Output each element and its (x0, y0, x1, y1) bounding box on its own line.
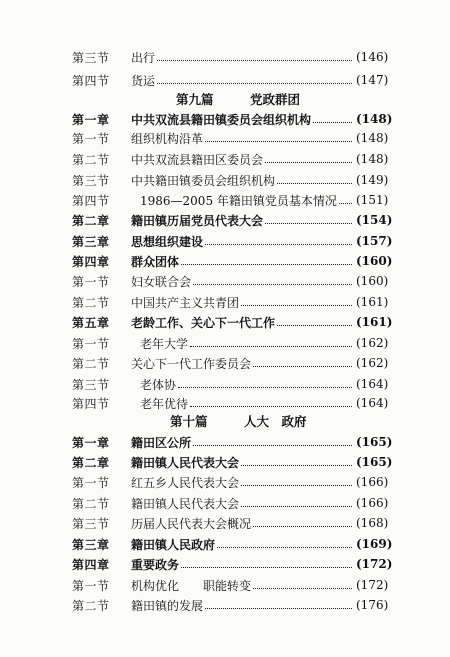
toc-entry-page: (148) (356, 112, 393, 126)
toc-entry-title-wrap (131, 434, 354, 451)
toc-entry-title: 老龄工作、关心下一代工作 (131, 315, 276, 330)
toc-entry-label: 第三章 (72, 537, 110, 552)
toc-entry-title-wrap (131, 495, 354, 512)
toc-entry-label: 第一节 (72, 336, 110, 351)
toc-entry-title-wrap (131, 536, 354, 553)
dot-leader (178, 386, 352, 388)
part-heading (0, 412, 450, 432)
toc-entry-page: (148) (356, 131, 389, 145)
toc-entry-page: (162) (356, 336, 389, 350)
toc-entry-title-wrap (131, 556, 354, 573)
toc-entry-title-wrap (131, 597, 354, 614)
toc-entry[interactable] (0, 231, 450, 251)
dot-leader (241, 505, 352, 507)
toc-entry-page: (169) (356, 537, 393, 551)
toc-entry[interactable] (0, 312, 450, 332)
toc-entry[interactable] (0, 575, 450, 595)
toc-entry-title-wrap (131, 515, 354, 532)
toc-entry-page: (157) (356, 234, 393, 248)
toc-entry[interactable] (0, 251, 450, 271)
toc-entry-title: 籍田镇人民代表大会 (131, 496, 240, 511)
toc-entry-title: 中国共产主义共青团 (131, 295, 240, 310)
toc-entry-label: 第二章 (72, 455, 110, 470)
toc-entry[interactable] (0, 493, 450, 513)
toc-entry-page: (160) (356, 274, 389, 288)
toc-entry-title-wrap (131, 172, 354, 189)
toc-entry-title: 中共籍田镇委员会组织机构 (131, 173, 276, 188)
toc-entry[interactable] (0, 149, 450, 169)
dot-leader (339, 202, 352, 204)
toc-entry[interactable] (0, 513, 450, 533)
toc-entry[interactable] (0, 190, 450, 210)
toc-entry-title-wrap (131, 577, 354, 594)
toc-entry-title: 组织机构沿革 (131, 131, 204, 146)
toc-entry-title: 1986—2005 年籍田镇党员基本情况 (140, 193, 337, 208)
toc-entry-title-wrap (140, 395, 354, 412)
toc-entry-page: (161) (356, 315, 393, 329)
toc-entry[interactable] (0, 353, 450, 373)
toc-entry-title: 中共双流县籍田区委员会 (131, 152, 264, 167)
toc-entry-title-wrap (131, 233, 354, 250)
toc-entry[interactable] (0, 128, 450, 148)
toc-entry-label: 第一章 (72, 435, 110, 450)
toc-entry-title: 历届人民代表大会概况 (131, 516, 252, 531)
toc-entry-title-wrap (131, 355, 354, 372)
toc-entry-label: 第四节 (72, 193, 110, 208)
toc-entry[interactable] (0, 554, 450, 574)
dot-leader (241, 484, 352, 486)
toc-entry-title-wrap (131, 454, 354, 471)
toc-entry-title: 籍田镇人民政府 (131, 537, 216, 552)
part-title: 党政群团 (250, 92, 301, 107)
dot-leader (157, 82, 352, 84)
dot-leader (205, 607, 352, 609)
toc-entry-label: 第一章 (72, 112, 110, 127)
dot-leader (241, 304, 352, 306)
dot-leader (265, 161, 352, 163)
toc-entry-title-wrap (131, 49, 354, 66)
toc-entry-label: 第四节 (72, 73, 110, 88)
toc-entry-title-wrap (131, 253, 354, 270)
toc-entry-page: (165) (356, 435, 393, 449)
toc-entry-title-wrap (131, 294, 354, 311)
toc-entry-label: 第四节 (72, 396, 110, 411)
toc-entry-page: (164) (356, 396, 389, 410)
toc-entry-title-wrap (140, 335, 354, 352)
toc-entry-label: 第二节 (72, 295, 110, 310)
toc-entry-title-wrap (131, 314, 354, 331)
part-number: 第九篇 (176, 92, 214, 107)
toc-entry-page: (172) (356, 557, 393, 571)
toc-entry-page: (176) (356, 598, 389, 612)
toc-entry-label: 第二节 (72, 356, 110, 371)
dot-leader (265, 222, 352, 224)
toc-entry-title-wrap (131, 474, 354, 491)
toc-entry-label: 第四章 (72, 254, 110, 269)
toc-entry-title: 中共双流县籍田镇委员会组织机构 (131, 112, 312, 127)
toc-entry-label: 第四章 (72, 557, 110, 572)
toc-entry-title: 重要政务 (131, 557, 180, 572)
toc-entry-label: 第三节 (72, 173, 110, 188)
part-heading (0, 90, 450, 110)
toc-entry-title: 关心下一代工作委员会 (131, 356, 252, 371)
dot-leader (205, 140, 352, 142)
toc-entry-title: 货运 (131, 73, 156, 88)
toc-entry-label: 第三节 (72, 516, 110, 531)
part-title: 人大 政府 (244, 414, 307, 429)
toc-entry-title-wrap (131, 130, 354, 147)
toc-entry-title: 老年大学 (140, 336, 189, 351)
toc-entry-page: (166) (356, 496, 389, 510)
toc-entry-label: 第五章 (72, 315, 110, 330)
toc-entry-title-wrap (131, 273, 354, 290)
toc-entry-title: 红五乡人民代表大会 (131, 475, 240, 490)
toc-entry-page: (151) (356, 193, 389, 207)
toc-entry-title: 群众团体 (131, 254, 180, 269)
toc-entry-title: 老年优待 (140, 396, 189, 411)
toc-entry[interactable] (0, 210, 450, 230)
toc-entry-page: (164) (356, 377, 389, 391)
toc-entry-title: 老体协 (140, 377, 177, 392)
toc-entry-page: (160) (356, 254, 393, 268)
toc-entry-label: 第二节 (72, 598, 110, 613)
toc-entry-page: (162) (356, 356, 389, 370)
toc-entry-title: 思想组织建设 (131, 234, 204, 249)
toc-entry-title: 籍田镇的发展 (131, 598, 204, 613)
toc-entry[interactable] (0, 292, 450, 312)
toc-entry[interactable] (0, 271, 450, 291)
toc-entry[interactable] (0, 47, 450, 67)
dot-leader (253, 525, 352, 527)
toc-entry-page: (147) (356, 73, 389, 87)
toc-entry-label: 第一节 (72, 274, 110, 289)
toc-entry-title-wrap (140, 376, 354, 393)
dot-leader (277, 324, 352, 326)
dot-leader (253, 365, 352, 367)
toc-entry[interactable] (0, 70, 450, 90)
dot-leader (277, 182, 352, 184)
dot-leader (157, 59, 352, 61)
dot-leader (253, 587, 352, 589)
part-number: 第十篇 (170, 414, 208, 429)
toc-entry-label: 第三节 (72, 50, 110, 65)
toc-entry-label: 第二节 (72, 152, 110, 167)
dot-leader (190, 405, 352, 407)
toc-entry-label: 第三节 (72, 377, 110, 392)
toc-entry[interactable] (0, 170, 450, 190)
toc-entry-page: (154) (356, 213, 393, 227)
dot-leader (181, 263, 352, 265)
toc-entry-page: (168) (356, 516, 389, 530)
toc-entry-label: 第一节 (72, 578, 110, 593)
toc-entry-title-wrap (140, 192, 354, 209)
toc-entry[interactable] (0, 595, 450, 615)
toc-entry[interactable] (0, 333, 450, 353)
toc-entry[interactable] (0, 109, 450, 129)
toc-entry[interactable] (0, 374, 450, 394)
toc-entry[interactable] (0, 534, 450, 554)
toc-entry-title: 籍田镇人民代表大会 (131, 455, 240, 470)
dot-leader (241, 464, 352, 466)
dot-leader (181, 566, 352, 568)
toc-entry-title: 机构优化 职能转变 (131, 578, 252, 593)
toc-entry-page: (149) (356, 173, 389, 187)
dot-leader (205, 243, 352, 245)
toc-entry-page: (172) (356, 578, 389, 592)
toc-entry[interactable] (0, 393, 450, 413)
dot-leader (193, 283, 352, 285)
toc-entry[interactable] (0, 452, 450, 472)
toc-entry-page: (165) (356, 455, 393, 469)
dot-leader (313, 121, 352, 123)
toc-entry[interactable] (0, 432, 450, 452)
toc-entry-label: 第二章 (72, 213, 110, 228)
toc-entry-label: 第一节 (72, 131, 110, 146)
toc-entry-title: 妇女联合会 (131, 274, 192, 289)
toc-entry-page: (146) (356, 50, 389, 64)
toc-entry-title-wrap (131, 72, 354, 89)
toc-entry-label: 第三章 (72, 234, 110, 249)
toc-entry-page: (161) (356, 295, 389, 309)
toc-entry-title: 出行 (131, 50, 156, 65)
toc-entry-page: (148) (356, 152, 389, 166)
toc-entry-title: 籍田区公所 (131, 435, 192, 450)
toc-entry-title-wrap (131, 111, 354, 128)
toc-entry-title: 籍田镇历届党员代表大会 (131, 213, 264, 228)
toc-entry-title-wrap (131, 212, 354, 229)
toc-entry-label: 第一节 (72, 475, 110, 490)
toc-entry-label: 第二节 (72, 496, 110, 511)
toc-entry-page: (166) (356, 475, 389, 489)
dot-leader (190, 345, 352, 347)
dot-leader (217, 546, 352, 548)
toc-entry[interactable] (0, 472, 450, 492)
toc-entry-title-wrap (131, 151, 354, 168)
dot-leader (193, 444, 352, 446)
